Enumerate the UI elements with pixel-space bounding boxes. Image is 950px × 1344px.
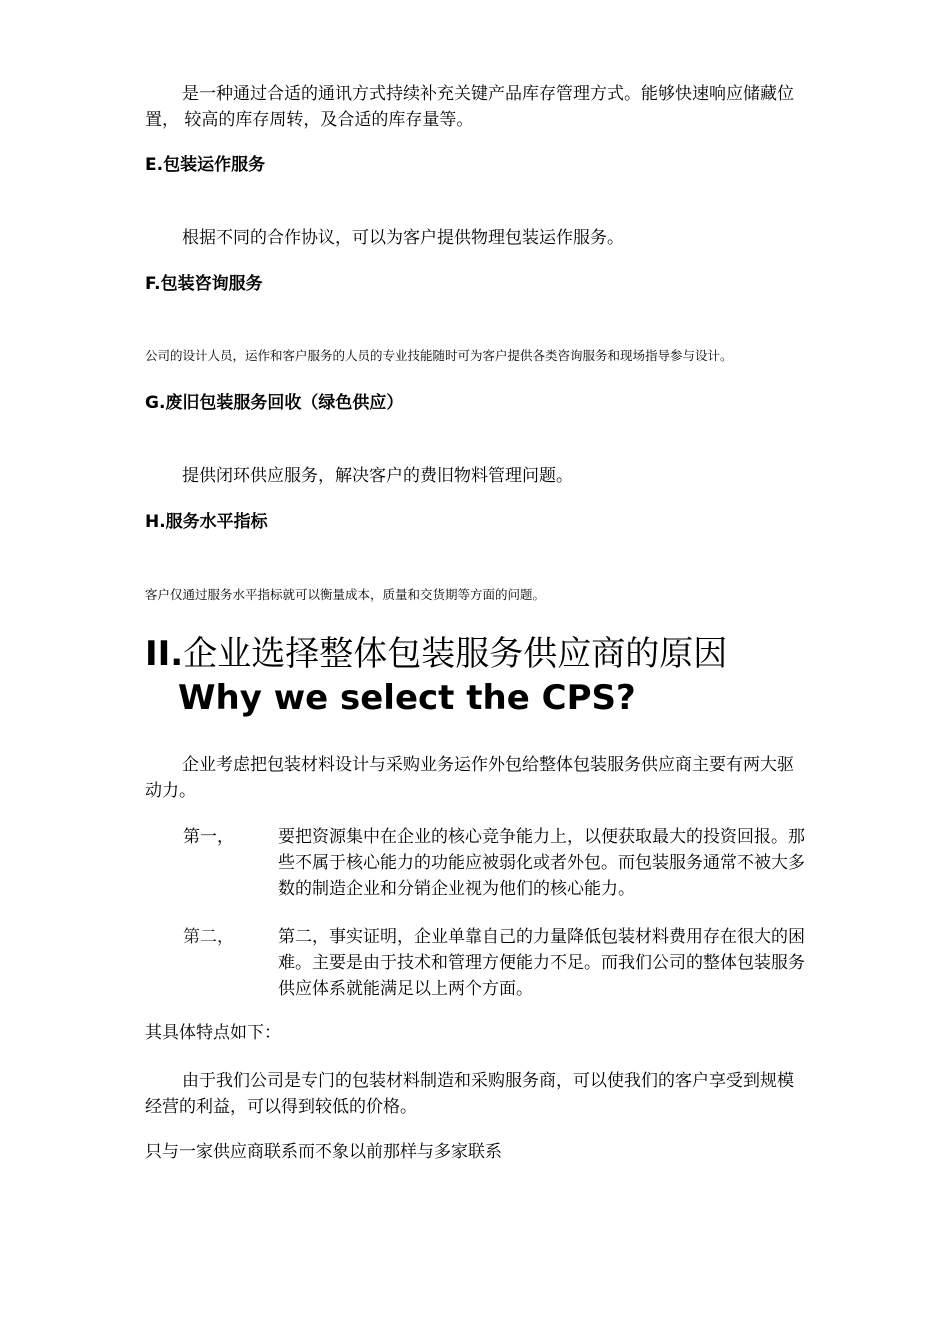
- section-g-heading: [145, 391, 805, 415]
- section-e-body: [145, 225, 805, 251]
- paragraph-text: 客户仅通过服务水平指标就可以衡量成本，质量和交货期等方面的问题。: [145, 587, 546, 602]
- section-f-heading: [145, 272, 805, 296]
- section-h-heading: [145, 510, 805, 534]
- part-2-title: [145, 632, 845, 720]
- title-en: Why we select the CPS?: [178, 678, 636, 718]
- feature-1: [145, 1068, 805, 1120]
- intro-text: 是一种通过合适的通讯方式持续补充关键产品库存管理方式。能够快速响应储藏位置， 较高的库存周转，及合适的库存量等。: [145, 84, 794, 130]
- feature-2: [145, 1139, 805, 1165]
- title-cn: [145, 632, 845, 676]
- paragraph-text: 只与一家供应商联系而不象以前那样与多家联系: [145, 1142, 502, 1162]
- heading-text: H.服务水平指标: [145, 512, 268, 532]
- list-item-label: 第一，: [183, 827, 234, 847]
- list-item-text: 要把资源集中在企业的核心竞争能力上，以便获取最大的投资回报。那些不属于核心能力的功能应被弱化或者外包。而包装服务通常不被大多数的制造企业和分销企业视为他们的核心能力。: [278, 827, 805, 899]
- section-f-body: [145, 347, 805, 365]
- paragraph-text: 公司的设计人员，运作和客户服务的人员的专业技能随时可为客户提供各类咨询服务和现场指导参与设计。: [145, 348, 733, 363]
- paragraph-text: 由于我们公司是专门的包装材料制造和采购服务商，可以使我们的客户享受到规模经营的利益，可以得到较低的价格。: [145, 1071, 794, 1117]
- paragraph-text: 企业考虑把包装材料设计与采购业务运作外包给整体包装服务供应商主要有两大驱动力。: [145, 755, 794, 801]
- paragraph-text: 其具体特点如下：: [145, 1023, 281, 1043]
- heading-text: F.包装咨询服务: [145, 274, 263, 294]
- paragraph-text: 根据不同的合作协议，可以为客户提供物理包装运作服务。: [182, 228, 624, 248]
- part-2-intro: [145, 752, 805, 804]
- heading-text: G.废旧包装服务回收（绿色供应）: [145, 393, 404, 413]
- section-h-body: [145, 586, 805, 604]
- list-item-label: 第二，: [183, 927, 234, 947]
- features-heading: [145, 1020, 805, 1046]
- list-item: [183, 924, 805, 1002]
- list-item-text: 第二，事实证明，企业单靠自己的力量降低包装材料费用存在很大的困难。主要是由于技术和管理方便能力不足。而我们公司的整体包装服务供应体系就能满足以上两个方面。: [278, 927, 805, 999]
- paragraph-text: 提供闭环供应服务，解决客户的费旧物料管理问题。: [182, 466, 573, 486]
- section-e-heading: [145, 153, 805, 177]
- heading-text: E.包装运作服务: [145, 155, 266, 175]
- section-g-body: [145, 463, 805, 489]
- list-item: [183, 824, 805, 902]
- title-number: II.: [145, 634, 184, 674]
- title-cn-text: 企业选择整体包装服务供应商的原因: [183, 634, 728, 674]
- intro-paragraph: [145, 81, 805, 133]
